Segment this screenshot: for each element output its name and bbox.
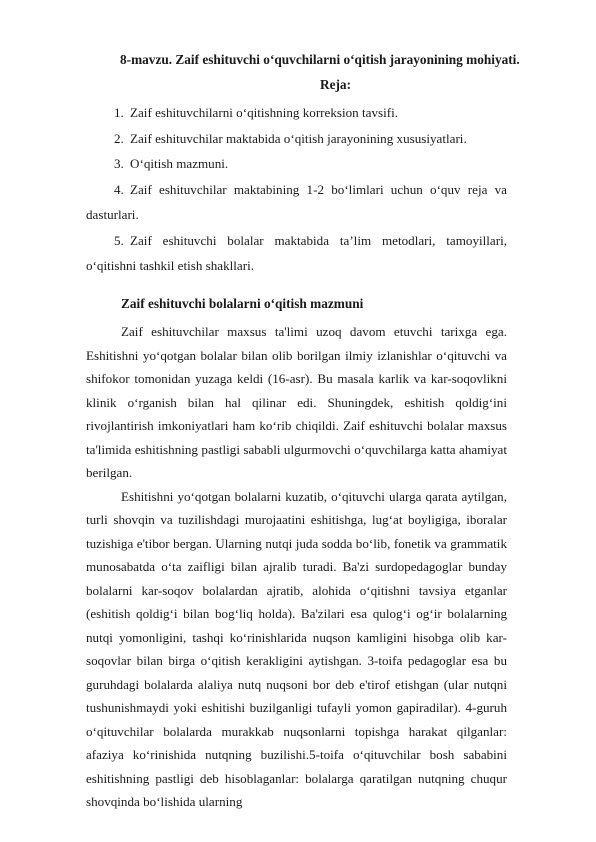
plan-item xyxy=(86,151,507,177)
paragraph: Eshitishni yo‘qotgan bolalarni kuzatib, o‘qituvchi ularga qarata aytilgan, turli shovqin va tuzilishdagi murojaatini eshitishga, lug‘at boyligiga, iboralar tuzishiga e'tibor bergan. Ularning nutqi juda sodda bo‘lib, fonetik va grammatik munosabatda o‘ta zaifligi bilan ajralib turadi. Ba'zi surdopedagoglar bunday bolalarni kar-soqov bolalardan ajratib, alohida o‘qitishni tavsiya etganlar (eshitish qoldig‘i bilan bog‘liq holda). Ba'zilari esa qulog‘i og‘ir bolalarning nutqi yomonligini, tashqi ko‘rinishlarida nuqson kamligini hisobga olib kar-soqovlar bilan birga o‘qitish kerakligini aytishgan. 3-toifa pedagoglar esa bu guruhdagi bolalarda alaliya nutq nuqsoni bor deb e'tirof etishgan (ular nutqni tushunishmaydi yoki eshitishi buzilganligi tufayli yomon gapiradilar). 4-guruh o‘qituvchilar bolalarda murakkab nuqsonlarni topishga harakat qilganlar: afaziya ko‘rinishida nutqning buzilishi.5-toifa o‘qituvchilar bosh sababini eshitishning pastligi deb hisoblaganlar: bolalarga qaratilgan nutqning chuqur shovqinda bo‘lishida ularning xyxy=(86,488,507,809)
paragraph: Zaif eshituvchilar maxsus ta'limi uzoq davom etuvchi tarixga ega. Eshitishni yo‘qotgan bolalar bilan olib borilgan ilmiy izlanishlar o‘qituvchi va shifokor tomonidan yuzaga keldi (16-asr). Bu masala karlik va kar-soqovlikni klinik o‘rganish bilan hal qilinar edi. Shuningdek, eshitish qoldig‘ini rivojlantirish imkoniyatlari ham ko‘rib chiqildi. Zaif eshituvchi bolalar maxsus ta'limida eshitishning pastligi sababli ulgurmovchi o‘quvchilarga katta ahamiyat berilgan. xyxy=(86,324,507,480)
plan-item-text: Zaif eshituvchilarni o‘qitishning korreksion tavsifi. xyxy=(130,105,399,120)
plan-list xyxy=(86,100,507,279)
plan-item-text: Zaif eshituvchi bolalar maktabida ta’lim metodlari, tamoyillari, o‘qitishni tashkil etish shakllari. xyxy=(86,232,507,273)
plan-item-text: O‘qitish mazmuni. xyxy=(130,156,229,171)
plan-item-number: 5. xyxy=(114,232,124,248)
plan-item xyxy=(86,126,507,152)
plan-item-number: 4. xyxy=(114,181,124,197)
plan-item xyxy=(86,228,507,279)
plan-item-text: Zaif eshituvchilar maktabining 1-2 bo‘limlari uchun o‘quv reja va dasturlari. xyxy=(86,181,507,222)
document-title: 8-mavzu. Zaif eshituvchi o‘quvchilarni o‘qitish jarayonining mohiyati. xyxy=(120,52,520,67)
plan-item-number: 3. xyxy=(114,156,124,171)
plan-item-text: Zaif eshituvchilar maktabida o‘qitish jarayonining xususiyatlari. xyxy=(130,130,467,146)
plan-item-number: 1. xyxy=(114,105,124,120)
section-title: Zaif eshituvchi bolalarni o‘qitish mazmuni xyxy=(121,296,364,311)
body-text xyxy=(86,320,507,814)
plan-item xyxy=(86,100,507,126)
plan-item-number: 2. xyxy=(114,130,124,146)
plan-item xyxy=(86,177,507,228)
plan-heading: Reja: xyxy=(320,77,352,92)
